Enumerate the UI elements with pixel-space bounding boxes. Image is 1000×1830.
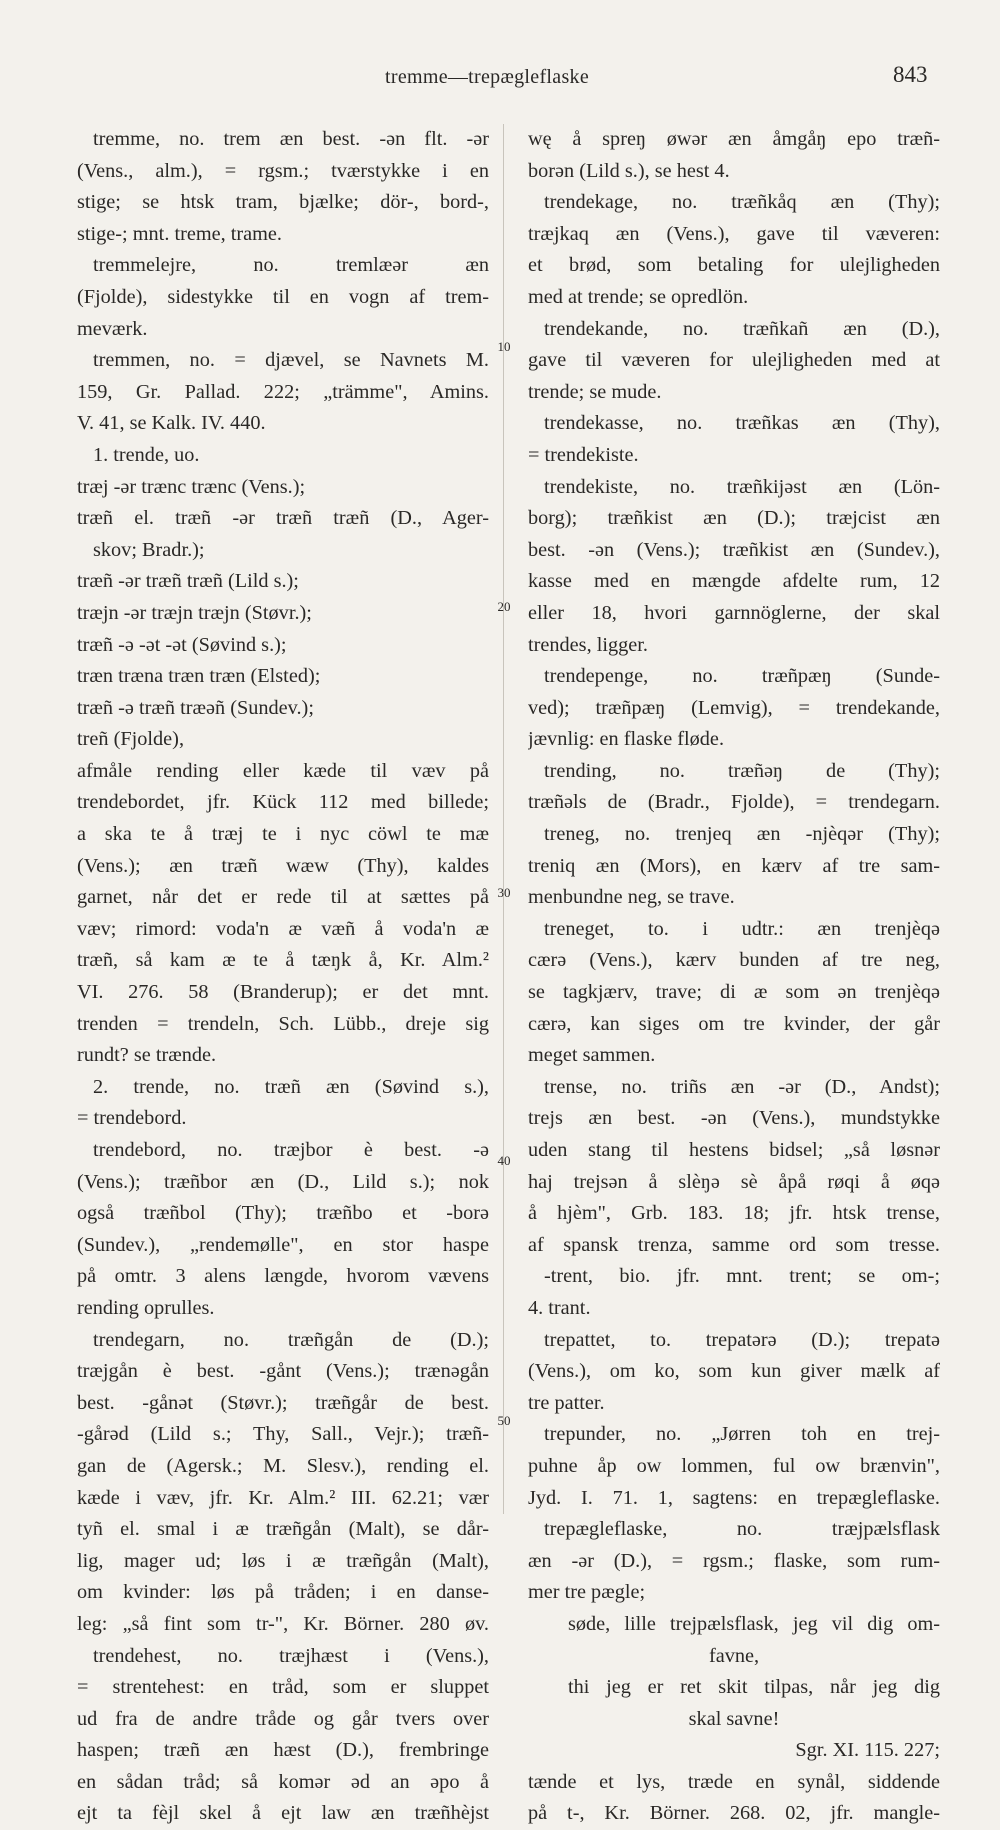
line-number: 50 (497, 1413, 511, 1428)
entry-line: (Vens.); æn træñ wæw (Thy), kaldes (77, 854, 489, 877)
entry-line: trendekage, no. træñkåq æn (Thy); (544, 191, 940, 214)
entry-line: tyñ el. smal i æ træñgån (Malt), se dår- (77, 1518, 489, 1541)
entry-line: træñəls de (Bradr., Fjolde), = trendegarn. (528, 791, 940, 814)
entry-line: træn træna træn træn (Elsted); (77, 665, 321, 688)
entry-line: thi jeg er ret skit tilpas, når jeg dig (568, 1676, 940, 1699)
entry-line: trendegarn, no. træñgån de (D.); (93, 1328, 489, 1351)
entry-line: -trent, bio. jfr. mnt. trent; se om-; (544, 1265, 940, 1288)
entry-line: meget sammen. (528, 1044, 656, 1067)
entry-line: å hjèm", Grb. 183. 18; jfr. htsk trense, (528, 1202, 940, 1225)
entry-line: trepunder, no. „Jørren toh en trej- (544, 1423, 940, 1446)
entry-line: (Sundev.), „rendemølle", en stor haspe (77, 1233, 489, 1256)
entry-line: uden stang til hestens bidsel; „så løsnər (528, 1139, 940, 1161)
entry-line: æn -ər (D.), = rgsm.; flaske, som rum- (528, 1549, 940, 1572)
entry-line: en sådan tråd; så komər əd an əpo å (77, 1770, 489, 1793)
entry-line: trendepenge, no. træñpæŋ (Sunde- (544, 665, 940, 688)
entry-line: best. -gånət (Støvr.); træñgår de best. (77, 1391, 489, 1414)
entry-line: skov; Bradr.); (93, 538, 205, 561)
entry-line: jævnlig: en flaske fløde. (528, 728, 725, 751)
entry-line: træñ -ər træñ træñ (Lild s.); (77, 570, 299, 593)
entry-line: treneg, no. trenjeq æn -njèqər (Thy); (544, 823, 940, 846)
entry-line: stige; se htsk tram, bjælke; dör-, bord-, (77, 191, 489, 214)
entry-line: leg: „så fint som tr-", Kr. Börner. 280 øv. (77, 1612, 489, 1635)
entry-line: rundt? se trænde. (77, 1044, 217, 1067)
entry-line: trendekiste, no. træñkijəst æn (Lön- (544, 475, 940, 498)
entry-line: træñ -ə -ət -ət (Søvind s.); (77, 633, 287, 656)
left-column (77, 124, 489, 1830)
entry-line: haj trejsən å slèŋə sè åpå røqi å øqə (528, 1170, 940, 1193)
entry-line: om kvinder: løs på tråden; i en danse- (77, 1581, 489, 1604)
entry-line: ejt ta fèjl skel å ejt law æn træñhèjst (77, 1802, 489, 1825)
entry-line: lig, mager ud; løs i æ træñgån (Malt), (77, 1549, 489, 1572)
entry-line: trepægleflaske, no. træjpælsflask (544, 1518, 940, 1541)
running-title: tremme—trepægleflaske (385, 66, 590, 88)
entry-line: eller 18, hvori garnnöglerne, der skal (528, 601, 940, 624)
entry-line: træñ -ə træñ træəñ (Sundev.); (77, 696, 314, 719)
entry-line: trepattet, to. trepatərə (D.); trepatə (544, 1328, 940, 1351)
entry-line: af spansk trenza, samme ord som tresse. (528, 1233, 940, 1256)
line-number: 10 (497, 339, 511, 354)
entry-line: også træñbol (Thy); træñbo et -borə (77, 1202, 489, 1225)
page-number: 843 (893, 62, 928, 87)
entry-line: 4. trant. (528, 1296, 591, 1319)
entry-line: trendebordet, jfr. Kück 112 med billede; (77, 791, 489, 814)
entry-line: trendekande, no. træñkañ æn (D.), (544, 317, 940, 340)
entry-line: meværk. (77, 317, 148, 340)
entry-line: VI. 276. 58 (Branderup); er det mnt. (77, 981, 489, 1004)
entry-line: trendehest, no. træjhæst i (Vens.), (93, 1644, 489, 1667)
entry-line: gave til væveren for ulejligheden med at (528, 349, 940, 372)
right-column (528, 124, 940, 1830)
entry-line: med at trende; se opredlön. (528, 285, 749, 308)
running-header (0, 62, 1000, 92)
line-number: 20 (497, 599, 511, 614)
entry-line: kasse med en mængde afdelte rum, 12 (528, 570, 940, 593)
entry-line: træñ el. træñ -ər træñ træñ (D., Ager- (77, 507, 489, 530)
entry-line: haspen; træñ æn hæst (D.), frembringe (77, 1739, 489, 1762)
entry-line: (Vens.), om ko, som kun giver mælk af (528, 1360, 940, 1383)
entry-line: garnet, når det er rede til at sættes på (77, 886, 489, 909)
entry-line: på omtr. 3 alens længde, hvorom vævens (77, 1265, 489, 1288)
entry-line: -gårəd (Lild s.; Thy, Sall., Vejr.); træñ- (77, 1423, 489, 1446)
entry-line: afmåle rending eller kæde til væv på (77, 759, 489, 782)
entry-line: = trendekiste. (528, 443, 639, 466)
entry-line: på t-, Kr. Börner. 268. 02, jfr. mangle- (528, 1802, 940, 1825)
entry-line: se tagkjærv, trave; di æ som ən trenjèqə (528, 981, 940, 1004)
entry-line: (Vens., alm.), = rgsm.; tværstykke i en (77, 159, 489, 182)
entry-line: trende; se mude. (528, 380, 662, 403)
entry-line: kæde i væv, jfr. Kr. Alm.² III. 62.21; vær (77, 1486, 489, 1509)
entry-line: træñ, så kam æ te å tæŋk å, Kr. Alm.² (77, 949, 489, 972)
entry-line: træj -ər trænc trænc (Vens.); (77, 475, 306, 498)
entry-line: tænde et lys, træde en synål, siddende (528, 1770, 940, 1793)
entry-line: a ska te å træj te i nyc cöwl te mæ (77, 823, 489, 846)
entry-line: Jyd. I. 71. 1, sagtens: en trepægleflaske. (528, 1486, 940, 1509)
entry-line: tremme, no. trem æn best. -ən flt. -ər (93, 128, 489, 150)
entry-line: træjn -ər træjn træjn (Støvr.); (77, 601, 312, 624)
entry-line: et brød, som betaling for ulejligheden (528, 254, 940, 277)
entry-line: treniq æn (Mors), en kærv af tre sam- (528, 854, 940, 877)
entry-line: borən (Lild s.), se hest 4. (528, 159, 730, 182)
entry-line: V. 41, se Kalk. IV. 440. (77, 412, 266, 435)
entry-line: 2. trende, no. træñ æn (Søvind s.), (93, 1075, 489, 1098)
entry-line: 1. trende, uo. (93, 443, 200, 466)
entry-line: best. -ən (Vens.); træñkist æn (Sundev.), (528, 538, 940, 561)
entry-line: trending, no. træñəŋ de (Thy); (544, 759, 940, 782)
entry-line: favne, (708, 1644, 760, 1667)
entry-line: væv; rimord: voda'n æ væñ å voda'n æ (77, 917, 489, 940)
entry-line: ud fra de andre tråde og går tvers over (77, 1707, 489, 1730)
entry-line: trense, no. triñs æn -ər (D., Andst); (544, 1075, 940, 1098)
entry-line: mer tre pægle; (528, 1581, 646, 1604)
entry-line: (Vens.); træñbor æn (D., Lild s.); nok (77, 1170, 489, 1193)
entry-line: = trendebord. (77, 1107, 187, 1130)
column-divider (503, 124, 504, 1514)
entry-line: Sgr. XI. 115. 227; (795, 1739, 940, 1762)
entry-line: treneget, to. i udtr.: æn trenjèqə (544, 917, 940, 940)
entry-line: trenden = trendeln, Sch. Lübb., dreje sig (77, 1012, 489, 1035)
entry-line: tre patter. (528, 1391, 605, 1414)
entry-line: træjkaq æn (Vens.), gave til væveren: (528, 222, 940, 245)
entry-line: rending oprulles. (77, 1296, 215, 1319)
entry-line: søde, lille trejpælsflask, jeg vil dig om- (568, 1612, 940, 1635)
entry-line: træjgån è best. -gånt (Vens.); trænəgån (77, 1360, 489, 1383)
entry-line: (Fjolde), sidestykke til en vogn af trem- (77, 285, 489, 308)
entry-line: gan de (Agersk.; M. Slesv.), rending el. (77, 1454, 489, 1477)
entry-line: puhne åp ow lommen, ful ow brænvin", (528, 1454, 940, 1477)
entry-line: borg); træñkist æn (D.); træjcist æn (528, 507, 940, 530)
entry-line: skal savne! (688, 1707, 780, 1730)
entry-line: trendebord, no. træjbor è best. -ə (93, 1139, 489, 1161)
entry-line: wę å spreŋ øwər æn åmgåŋ epo træñ- (528, 128, 940, 150)
entry-line: cærə (Vens.), kærv bunden af tre neg, (528, 949, 940, 972)
entry-line: trendekasse, no. træñkas æn (Thy), (544, 412, 940, 435)
line-number: 40 (497, 1153, 511, 1168)
entry-line: stige-; mnt. treme, trame. (77, 222, 283, 245)
entry-line: treñ (Fjolde), (77, 728, 185, 751)
entry-line: 159, Gr. Pallad. 222; „trämme", Amins. (77, 380, 489, 403)
entry-line: trejs æn best. -ən (Vens.), mundstykke (528, 1107, 940, 1130)
entry-line: tremmelejre, no. tremlæər æn (93, 254, 489, 277)
entry-line: cærə, kan siges om tre kvinder, der går (528, 1012, 940, 1035)
entry-line: menbundne neg, se trave. (528, 886, 735, 909)
entry-line: trendes, ligger. (528, 633, 648, 656)
line-number: 30 (497, 885, 511, 900)
entry-line: = strentehest: en tråd, som er sluppet (77, 1676, 489, 1699)
entry-line: tremmen, no. = djævel, se Navnets M. (93, 349, 489, 372)
entry-line: ved); træñpæŋ (Lemvig), = trendekande, (528, 696, 940, 719)
